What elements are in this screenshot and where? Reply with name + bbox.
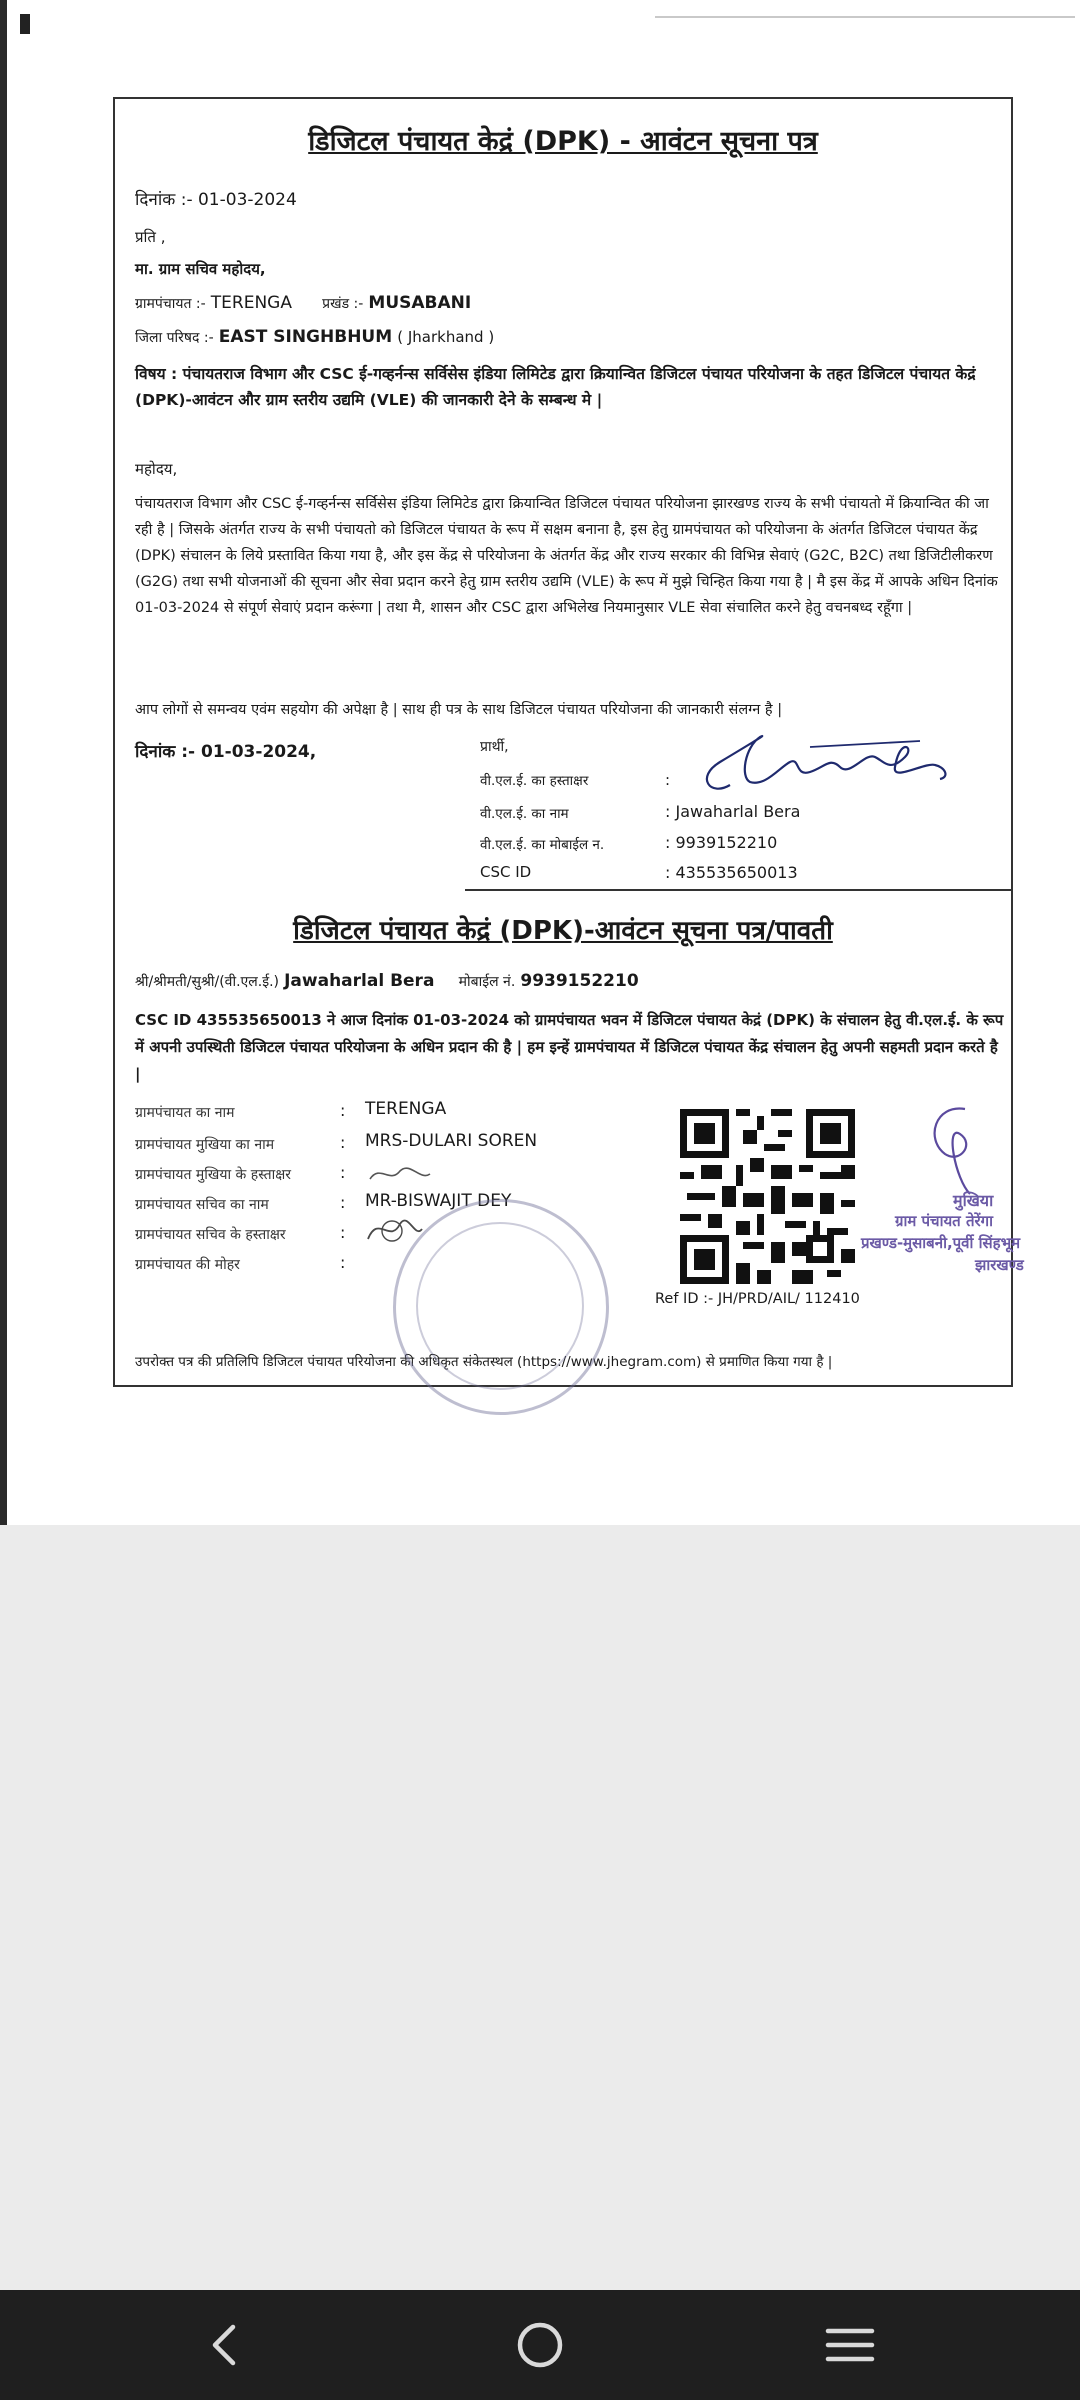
home-circle-icon bbox=[514, 2319, 566, 2371]
seal-line-1: मुखिया bbox=[953, 1191, 994, 1210]
row-label-mukhiya-name: ग्रामपंचायत मुखिया का नाम bbox=[135, 1137, 275, 1153]
row-value-panchayat: TERENGA bbox=[365, 1099, 447, 1119]
prati-line: प्रति , bbox=[135, 228, 166, 246]
receipt-paragraph: CSC ID 435535650013 ने आज दिनांक 01-03-2024 को ग्रामपंचायत भवन में डिजिटल पंचायत केद्रं (DPK) के संचालन हेतु वी.एल.ई. के रूप में अपनी उपस्थिती डिजिटल पंचायत परियोजना के अधिन प्रदान की है | हम इन्हें ग्रामपंचायत में डिजिटल पंचायत केंद्र संचालन हेतु अपनी सहमती प्रदान करते है | bbox=[135, 1011, 1004, 1083]
body-paragraph: पंचायतराज विभाग और CSC ई-गव्हर्नन्स सर्विसेस इंडिया लिमिटेड द्वारा क्रियान्वित डिजिटल पंचायत परियोजना झारखण्ड राज्य के सभी पंचायतो में क्रियान्वित की जा रही है | जिसके अंतर्गत राज्य के सभी पंचायतो को डिजिटल पंचायत के रूप में सक्षम बनाना है, इस हेतु ग्रामपंचायत को परियोजना के अंतर्गत डिजिटल पंचायत केंद्र (DPK) संचालन के लिये प्रस्तावित किया गया है, और इस केंद्र से परियोजना के अंतर्गत केंद्र और राज्य सरकार की विभिन्न सेवाएं (G2C, B2C) तथा डिजिटीलीकरण (G2G) तथा सभी योजनाओं की सूचना और सेवा प्रदान करने हेतु ग्राम स्तरीय उद्यमि (VLE) के रूप में मुझे चिन्हित किया गया है | मै इस केंद्र में आपके अधिन दिनांक 01-03-2024 से संपूर्ण सेवाएं प्रदान करूंगा | तथा मै, शासन और CSC द्वारा अभिलेख नियमानुसार VLE सेवा संचालित करने हेतु वचनबध्द रहूँगा | bbox=[135, 496, 998, 616]
subject-paragraph: विषय : पंचायतराज विभाग और CSC ई-गव्हर्नन्स सर्विसेस इंडिया लिमिटेड द्वारा क्रियान्वित डिजिटल पंचायत परियोजना के तहत डिजिटल पंचायत केद्रं (DPK)-आवंटन और ग्राम स्तरीय उद्यमि (VLE) की जानकारी देने के सम्बन्ध मे | bbox=[135, 365, 976, 409]
receipt-title: डिजिटल पंचायत केद्रं (DPK)-आवंटन सूचना पत्र/पावती bbox=[293, 916, 833, 946]
cooperation-line: आप लोगों से समन्वय एवंम सहयोग की अपेक्षा है | साथ ही पत्र के साथ डिजिटल पंचायत परियोजना की जानकारी संलग्न है | bbox=[135, 702, 783, 718]
district-line bbox=[135, 327, 494, 347]
csc-id-label: CSC ID bbox=[480, 863, 532, 881]
letter-date: दिनांक :- 01-03-2024 bbox=[135, 190, 297, 210]
vle-mobile-label: वी.एल.ई. का मोबाईल न. bbox=[480, 837, 605, 853]
vle-mobile-value: : 9939152210 bbox=[665, 833, 778, 852]
receipt-mobile-label: मोबाईल नं. bbox=[458, 974, 516, 990]
back-button[interactable] bbox=[180, 2310, 270, 2380]
vle-signature-label: वी.एल.ई. का हस्ताक्षर bbox=[480, 773, 589, 789]
panchayat-round-stamp bbox=[393, 1199, 609, 1415]
back-chevron-icon bbox=[205, 2321, 245, 2369]
seal-line-4: झारखण्ड bbox=[975, 1256, 1024, 1274]
ref-id: Ref ID :- JH/PRD/AIL/ 112410 bbox=[655, 1291, 860, 1307]
receipt-vle-name: Jawaharlal Bera bbox=[284, 971, 435, 991]
seal-line-2: ग्राम पंचायत तेरेंगा bbox=[895, 1212, 993, 1230]
district-label: जिला परिषद :- bbox=[135, 330, 214, 346]
qr-code-icon bbox=[680, 1109, 855, 1284]
gram-panchayat-label: ग्रामपंचायत :- bbox=[135, 296, 206, 312]
row-label-sachiv-name: ग्रामपंचायत सचिव का नाम bbox=[135, 1197, 269, 1213]
home-button[interactable] bbox=[495, 2310, 585, 2380]
row-value-mukhiya-name: MRS-DULARI SOREN bbox=[365, 1131, 538, 1151]
salutation: महोदय, bbox=[135, 460, 178, 478]
seal-line-3: प्रखण्ड-मुसाबनी,पूर्वी सिंहभूम bbox=[861, 1234, 1021, 1252]
scan-left-edge bbox=[0, 0, 7, 1525]
vle-name-value: : Jawaharlal Bera bbox=[665, 802, 801, 821]
system-navigation-bar bbox=[0, 2290, 1080, 2400]
vle-signature bbox=[690, 727, 960, 799]
row-label-panchayat: ग्रामपंचायत का नाम bbox=[135, 1105, 235, 1121]
district-value: EAST SINGHBHUM bbox=[218, 327, 393, 347]
scan-top-line bbox=[655, 16, 1075, 18]
vle-name-label: वी.एल.ई. का नाम bbox=[480, 806, 569, 822]
applicant-heading: प्रार्थी, bbox=[480, 739, 509, 755]
letter-date-2: दिनांक :- 01-03-2024, bbox=[135, 742, 317, 762]
receipt-vle-line bbox=[135, 971, 639, 991]
csc-id-value: : 435535650013 bbox=[665, 863, 798, 882]
row-label-sachiv-signature: ग्रामपंचायत सचिव के हस्ताक्षर bbox=[135, 1227, 286, 1243]
receipt-vle-prefix: श्री/श्रीमती/सुश्री/(वी.एल.ई.) bbox=[135, 974, 279, 990]
row-label-panchayat-seal: ग्रामपंचायत की मोहर bbox=[135, 1257, 240, 1273]
letter-title: डिजिटल पंचायत केद्रं (DPK) - आवंटन सूचना पत्र bbox=[308, 126, 818, 157]
signature-scribble-icon bbox=[690, 727, 960, 799]
row-label-mukhiya-signature: ग्रामपंचायत मुखिया के हस्ताक्षर bbox=[135, 1167, 292, 1183]
section-divider bbox=[465, 889, 1013, 891]
receipt-mobile-value: 9939152210 bbox=[520, 971, 639, 991]
footer-note: उपरोक्त पत्र की प्रतिलिपि डिजिटल पंचायत परियोजना की अधिकृत संकेतस्थल (https://www.jhegram.com) से प्रमाणित किया गया है | bbox=[135, 1354, 833, 1370]
scan-corner-mark bbox=[20, 14, 30, 34]
recents-button[interactable] bbox=[805, 2310, 895, 2380]
state-value: ( Jharkhand ) bbox=[397, 328, 495, 346]
allotment-letter: डिजिटल पंचायत केद्रं (DPK) - आवंटन सूचना पत्र दिनांक :- 01-03-2024 प्रति , मा. ग्राम सचिव महोदय, ग्रामपंचायत :- TERENGA प्रखंड :- MUSABANI जिला परिषद :- EAST SINGHBHUM ( Jharkhand ) विषय : पंचायतराज विभाग और CSC ई-गव्हर्नन्स सर्विसेस इंडिया लिमिटेड द्वारा क्रियान्वित डिजिटल पंचायत परियोजना के तहत डिजिटल पंचायत केद्रं (DPK)-आवंटन और ग्राम स्तरीय उद्यमि (VLE) की जानकारी देने के सम्बन्ध मे | महोदय, पंचायतराज विभाग और CSC ई-गव्हर्नन्स सर्विसेस इंडिया लिमिटेड द्वारा क्रियान्वित डिजिटल पंचायत परियोजना झारखण्ड राज्य के सभी पंचायतो में क्रियान्वित की जा रही है | जिसके अंतर्गत राज्य के सभी पंचायतो को डिजिटल पंचायत के रूप में सक्षम बनाना है, इस हेतु ग्रामपंचायत को परियोजना के अंतर्गत डिजिटल पंचायत केंद्र (DPK) संचालन के लिये प्रस्तावित किया गया है, और इस केंद्र से परियोजना के अंतर्गत केंद्र और राज्य सरकार की विभिन्न सेवाएं (G2C, B2C) तथा डिजिटीलीकरण (G2G) तथा सभी योजनाओं की सूचना और सेवा प्रदान करने हेतु ग्राम स्तरीय उद्यमि (VLE) के रूप में मुझे चिन्हित किया गया है | मै इस केंद्र में आपके अधिन दिनांक 01-03-2024 से संपूर्ण सेवाएं प्रदान करूंगा | तथा मै, शासन और CSC द्वारा अभिलेख नियमानुसार VLE सेवा संचालित करने हेतु वचनबध्द रहूँगा | आप लोगों से समन्वय एवंम सहयोग की अपेक्षा है | साथ ही पत्र के साथ डिजिटल पंचायत परियोजना की जानकारी संलग्न है | दिनांक :- 01-03-2024, प्रार्थी, वी.एल.ई. का हस्ताक्षर : वी.एल.ई. का नाम : Jawaharlal Bera वी.एल.ई. का मोबाईल न. : 9939152210 CSC ID : 435535650013 डिजिटल पंचायत केद्रं (DPK)-आवंटन सूचना पत्र/पावती श्री/श्रीमती/सुश्री/(वी.एल.ई.) Jawaharlal Bera मोबाईल नं. 9939152210 CSC ID 435535650013 ने आज दिनांक 01-03-2024 को ग्रामपंचायत भवन में डिजिटल पंचायत केद्रं (DPK) के संचालन हेतु वी.एल.ई. के रूप में अपनी उपस्थिती डिजिटल पंचायत परियोजना के अधिन प्रदान की है | हम इन्हें ग्रामपंचायत में डिजिटल पंचायत केंद्र संचालन हेतु अपनी सहमती प्रदान करते है | ग्रामपंचायत का नाम : TERENGA ग्रामपंचायत मुखिया का नाम : MRS-DULARI SOREN ग्रामपंचायत मुखिया के हस्ताक्षर : ग्रामपंचायत सचिव का नाम : MR-BISWAJIT DEY ग्रामपंचायत सचिव के हस्ताक्षर : ग्रामपंचायत की मोहर : Ref ID :- JH/PRD/AIL/ 112410 मुखिया ग्राम पंचायत तेरेंगा प्रखण्ड-मुसाबनी,पूर्वी सिंहभूम झारखण्ड उपरोक्त पत्र की प्रतिलिपि डिजिटल पंचायत परियोजना की अधिकृत संकेतस्थल (https://www.jhegram.com) से प्रमाणित किया गया है | bbox=[113, 97, 1013, 1387]
gram-panchayat-value: TERENGA bbox=[210, 293, 292, 313]
panchayat-block-line bbox=[135, 293, 471, 313]
recents-menu-icon bbox=[825, 2323, 875, 2367]
block-label: प्रखंड :- bbox=[322, 296, 364, 312]
block-value: MUSABANI bbox=[368, 293, 472, 313]
mukhiya-signature-mark bbox=[365, 1159, 435, 1189]
row-value-sachiv-name: MR-BISWAJIT DEY bbox=[365, 1191, 512, 1211]
addressee: मा. ग्राम सचिव महोदय, bbox=[135, 260, 266, 278]
